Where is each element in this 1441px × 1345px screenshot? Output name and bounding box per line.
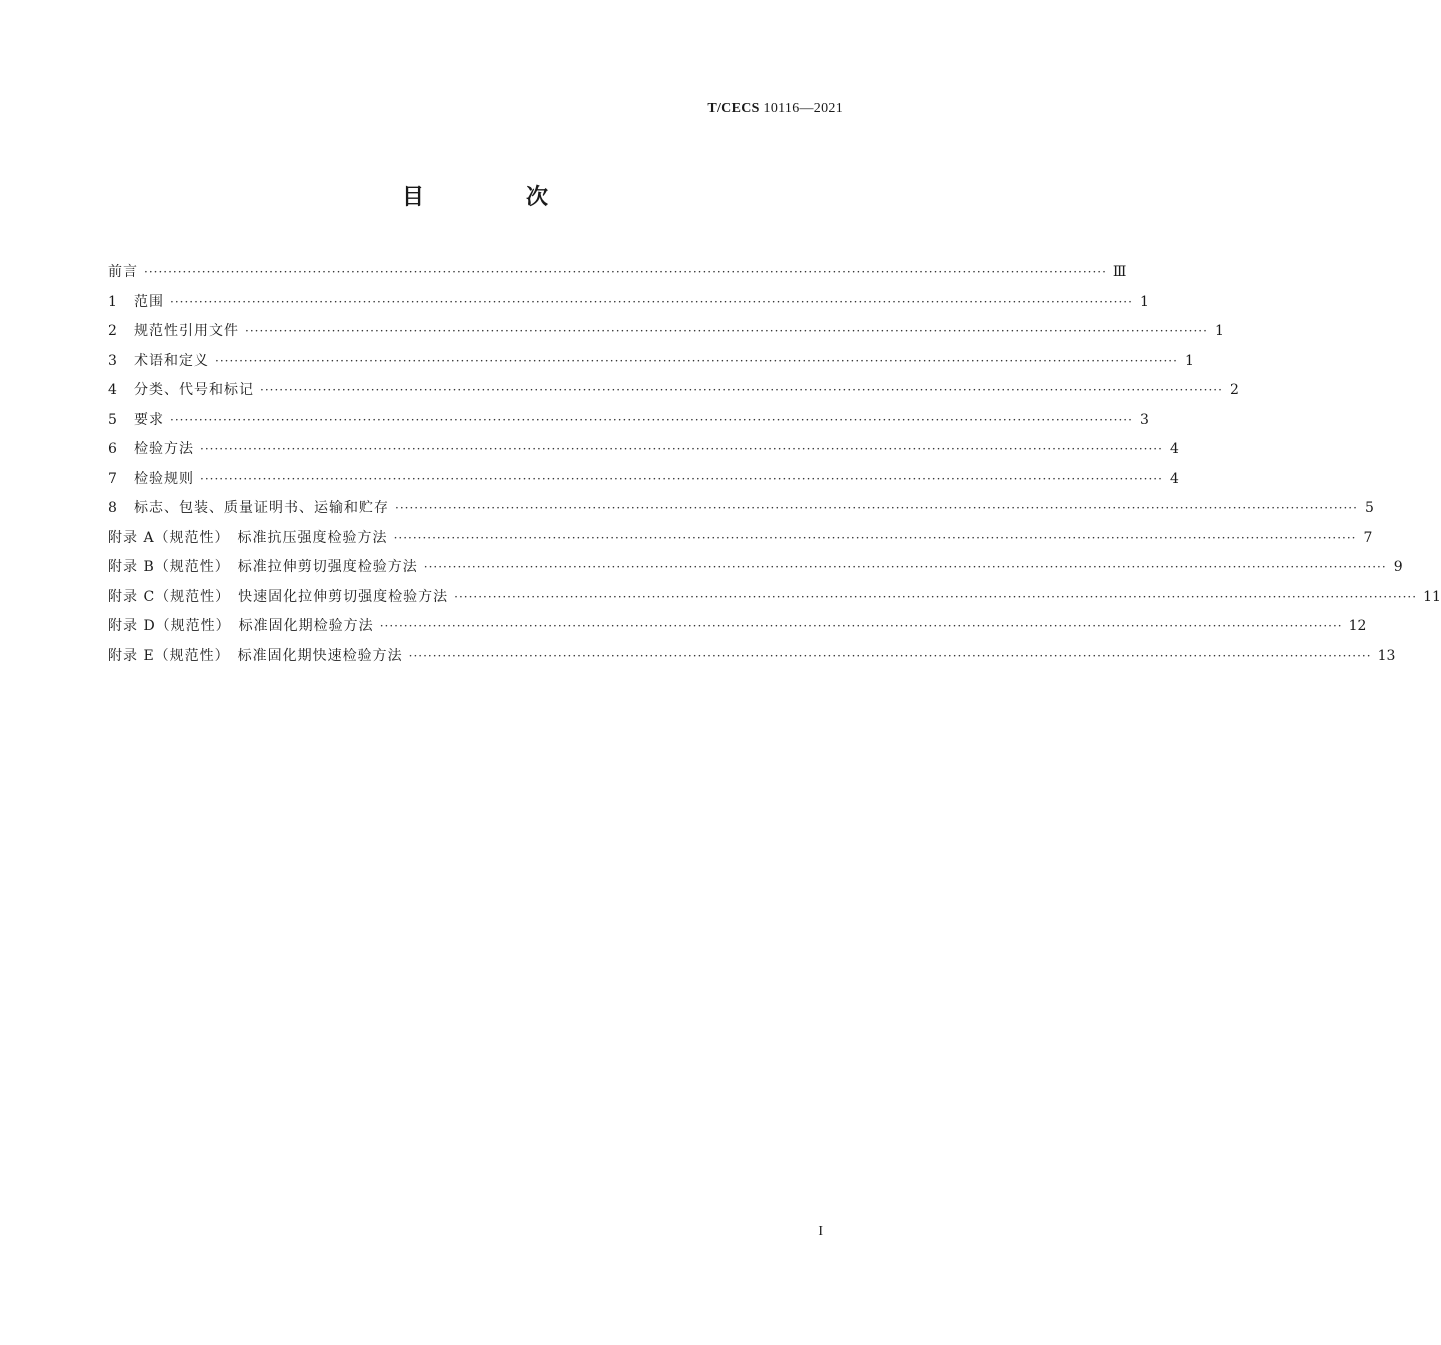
toc-entry-3[interactable] bbox=[108, 347, 1194, 377]
toc-entry-5[interactable] bbox=[108, 406, 1149, 436]
toc-entry-page: 1 bbox=[1214, 323, 1224, 339]
toc-leader-dots: ········································································································································································································ bbox=[408, 648, 1372, 663]
toc-entry-number: 3 bbox=[108, 352, 118, 369]
toc-entry-number: 1 bbox=[108, 293, 118, 310]
toc-leader-dots: ········································································································································································································ bbox=[215, 353, 1178, 368]
toc-entry-number: 6 bbox=[108, 441, 118, 457]
toc-entry-page: 12 bbox=[1348, 618, 1367, 634]
toc-entry-appendix-b[interactable] bbox=[108, 553, 1403, 583]
toc-entry-appendix-a[interactable] bbox=[108, 524, 1373, 554]
toc-entry-label: 7 检验规则 bbox=[108, 465, 194, 495]
toc-entry-6[interactable] bbox=[108, 435, 1179, 465]
toc-entry-label: 附录 B（规范性） 标准拉伸剪切强度检验方法 bbox=[108, 559, 418, 575]
toc-entry-number: 7 bbox=[108, 470, 118, 487]
toc-entry-page: 1 bbox=[1184, 352, 1194, 369]
toc-leader-dots: ········································································································································································································ bbox=[170, 294, 1133, 309]
toc-entry-label: 附录 C（规范性） 快速固化拉伸剪切强度检验方法 bbox=[108, 588, 449, 605]
toc-entry-7[interactable] bbox=[108, 465, 1179, 495]
toc-entry-label: 1 范围 bbox=[108, 288, 164, 318]
toc-entry-appendix-d[interactable] bbox=[108, 612, 1367, 642]
toc-leader-dots: ········································································································································································································ bbox=[260, 383, 1223, 397]
toc-entry-number: 4 bbox=[108, 382, 118, 398]
table-of-contents bbox=[108, 258, 1441, 671]
toc-entry-number: 8 bbox=[108, 500, 118, 516]
toc-leader-dots: ········································································································································································································ bbox=[170, 412, 1133, 427]
toc-entry-page: 11 bbox=[1423, 588, 1441, 605]
toc-entry-number: 2 bbox=[108, 323, 118, 339]
toc-entry-label: 2 规范性引用文件 bbox=[108, 317, 239, 347]
toc-entry-label: 6 检验方法 bbox=[108, 435, 194, 465]
toc-entry-label: 5 要求 bbox=[108, 406, 164, 436]
page-number: I bbox=[818, 1224, 823, 1239]
toc-entry-appendix-c[interactable] bbox=[108, 583, 1441, 613]
toc-entry-label: 4 分类、代号和标记 bbox=[108, 376, 254, 406]
toc-entry-8[interactable] bbox=[108, 494, 1374, 524]
toc-entry-foreword[interactable] bbox=[108, 258, 1127, 288]
toc-entry-page: 2 bbox=[1229, 382, 1239, 398]
standard-code-number: 10116—2021 bbox=[763, 101, 843, 116]
toc-leader-dots: ········································································································································································································ bbox=[393, 530, 1357, 545]
toc-entry-label: 8 标志、包装、质量证明书、运输和贮存 bbox=[108, 494, 389, 524]
toc-entry-1[interactable] bbox=[108, 288, 1149, 318]
toc-entry-page: 7 bbox=[1363, 529, 1373, 546]
toc-entry-page: 4 bbox=[1169, 470, 1179, 487]
standard-code bbox=[707, 101, 843, 117]
toc-entry-page: 1 bbox=[1139, 293, 1149, 310]
toc-entry-label: 前言 bbox=[108, 264, 138, 280]
toc-entry-label: 附录 E（规范性） 标准固化期快速检验方法 bbox=[108, 647, 403, 664]
toc-leader-dots: ········································································································································································································ bbox=[200, 471, 1163, 486]
toc-leader-dots: ········································································································································································································ bbox=[395, 501, 1358, 515]
toc-leader-dots: ········································································································································································································ bbox=[200, 442, 1163, 456]
toc-entry-number: 5 bbox=[108, 411, 118, 428]
toc-leader-dots: ········································································································································································································ bbox=[245, 324, 1208, 338]
toc-entry-page: 9 bbox=[1393, 559, 1403, 575]
toc-leader-dots: ········································································································································································································ bbox=[454, 589, 1418, 604]
toc-entry-appendix-e[interactable] bbox=[108, 642, 1396, 672]
toc-entry-page: 13 bbox=[1377, 647, 1396, 664]
toc-entry-page: Ⅲ bbox=[1112, 264, 1127, 280]
page-title: 目 次 bbox=[401, 185, 588, 210]
standard-code-prefix: T/CECS bbox=[707, 101, 760, 116]
toc-entry-page: 5 bbox=[1364, 500, 1374, 516]
toc-entry-page: 3 bbox=[1139, 411, 1149, 428]
toc-entry-page: 4 bbox=[1169, 441, 1179, 457]
toc-entry-label: 3 术语和定义 bbox=[108, 347, 209, 377]
toc-entry-label: 附录 D（规范性） 标准固化期检验方法 bbox=[108, 618, 374, 634]
toc-entry-2[interactable] bbox=[108, 317, 1224, 347]
toc-entry-4[interactable] bbox=[108, 376, 1239, 406]
toc-entry-label: 附录 A（规范性） 标准抗压强度检验方法 bbox=[108, 529, 388, 546]
toc-leader-dots: ········································································································································································································ bbox=[423, 560, 1387, 574]
toc-leader-dots: ········································································································································································································ bbox=[144, 265, 1107, 279]
toc-leader-dots: ········································································································································································································ bbox=[379, 619, 1343, 633]
